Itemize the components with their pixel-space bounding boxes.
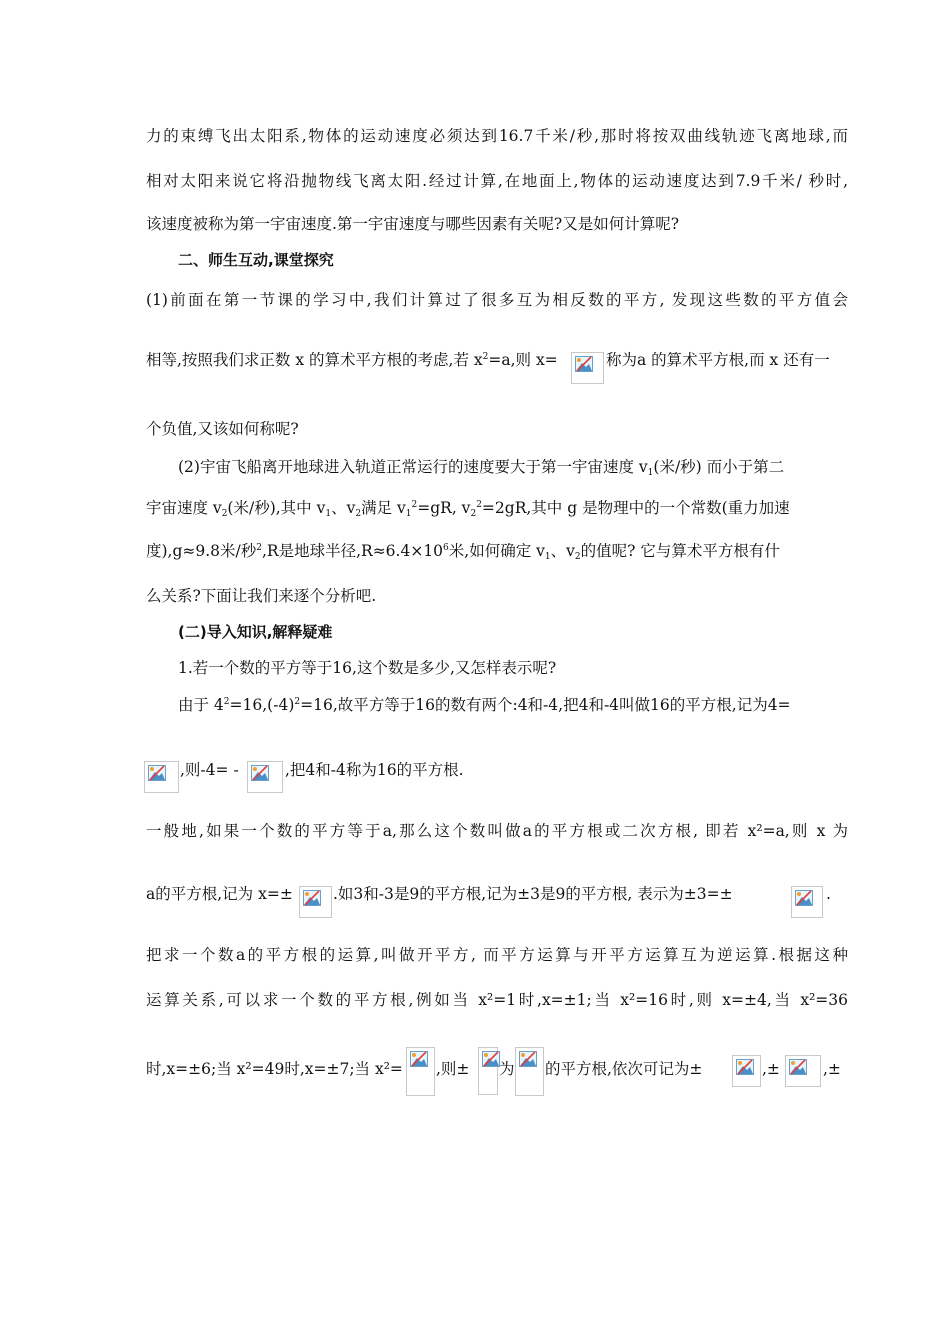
broken-image-icon xyxy=(515,1047,544,1096)
section-heading: (二)导入知识,解释疑难 xyxy=(178,623,333,641)
paragraph-line: 力的束缚飞出太阳系,物体的运动速度必须达到16.7千米/秒,那时将按双曲线轨迹飞离地球,而 xyxy=(146,127,848,145)
paragraph-line: .如3和-3是9的平方根,记为±3是9的平方根, 表示为±3=± xyxy=(333,885,733,903)
paragraph-line: 相对太阳来说它将沿抛物线飞离太阳.经过计算,在地面上,物体的运动速度达到7.9千米/ 秒时, xyxy=(146,172,848,190)
broken-image-glyph xyxy=(575,356,593,372)
paragraph-line: 1.若一个数的平方等于16,这个数是多少,又怎样表示呢? xyxy=(178,659,557,677)
paragraph-line: 该速度被称为第一宇宙速度.第一宇宙速度与哪些因素有关呢?又是如何计算呢? xyxy=(146,215,680,233)
broken-image-glyph xyxy=(251,765,269,781)
broken-image-icon xyxy=(478,1047,498,1095)
broken-image-icon xyxy=(299,886,332,918)
paragraph-line: ,把4和-4称为16的平方根. xyxy=(285,761,464,779)
broken-image-icon xyxy=(144,761,179,793)
paragraph-line: 个负值,又该如何称呢? xyxy=(146,420,299,438)
broken-image-icon xyxy=(785,1055,821,1087)
paragraph-line: 把求一个数a的平方根的运算,叫做开平方, 而平方运算与开平方运算互为逆运算.根据这种 xyxy=(146,946,848,964)
paragraph-line: 么关系?下面让我们来逐个分析吧. xyxy=(146,587,377,605)
paragraph-line: (2)宇宙飞船离开地球进入轨道正常运行的速度要大于第一宇宙速度 $v_1$(米/秒) 而小于第二 xyxy=(178,458,785,478)
section-heading: 二、师生互动,课堂探究 xyxy=(178,251,334,269)
paragraph-line: 相等,按照我们求正数 x 的算术平方根的考虑,若 $x^2=a$,则 x= xyxy=(146,351,558,369)
paragraph-line: ,则± xyxy=(436,1060,470,1078)
broken-image-glyph xyxy=(795,890,813,906)
paragraph-line: 宇宙速度 $v_2$(米/秒),其中 $v_1$、$v_2$满足 $v_1^2=gR$, $v_2^2=2gR$,其中 g 是物理中的一个常数(重力加速 xyxy=(146,499,790,519)
paragraph-line: 由于 $4^2=16,(-4)^2=16$,故平方等于16的数有两个:4和-4,把4和-4叫做16的平方根,记为4= xyxy=(178,696,791,714)
broken-image-icon xyxy=(247,761,283,793)
broken-image-glyph xyxy=(736,1059,754,1075)
broken-image-glyph xyxy=(410,1051,428,1067)
paragraph-line: 的平方根,依次可记为± xyxy=(545,1060,703,1078)
broken-image-icon xyxy=(406,1047,435,1096)
paragraph-line: 时,x=±6;当 x²=49时,x=±7;当 x²= xyxy=(146,1060,403,1078)
broken-image-icon xyxy=(732,1055,761,1087)
paragraph-line: (1)前面在第一节课的学习中,我们计算过了很多互为相反数的平方, 发现这些数的平方值会 xyxy=(146,291,848,309)
broken-image-glyph xyxy=(303,890,321,906)
broken-image-icon xyxy=(571,352,604,384)
paragraph-line: 度),g≈9.8米/秒$^2$,R是地球半径$,R\approx 6.4\times 10^6$米,如何确定 $v_1$、$v_2$的值呢? 它与算术平方根有什 xyxy=(146,542,780,562)
paragraph-line: 为 xyxy=(499,1060,515,1078)
paragraph-line: 一般地,如果一个数的平方等于a,那么这个数叫做a的平方根或二次方根, 即若 x²=a,则 x 为 xyxy=(146,822,848,840)
broken-image-glyph xyxy=(519,1051,537,1067)
paragraph-line: a的平方根,记为 x=± xyxy=(146,885,293,903)
paragraph-line: 称为a 的算术平方根,而 x 还有一 xyxy=(606,351,830,369)
paragraph-line: ,± xyxy=(762,1060,780,1078)
broken-image-icon xyxy=(791,886,823,918)
broken-image-glyph xyxy=(482,1051,500,1067)
paragraph-line: . xyxy=(826,885,831,903)
paragraph-line: ,± xyxy=(823,1060,841,1078)
broken-image-glyph xyxy=(789,1059,807,1075)
paragraph-line: ,则-4= - xyxy=(180,761,239,779)
paragraph-line: 运算关系,可以求一个数的平方根,例如当 x²=1时,x=±1;当 x²=16时,则 x=±4,当 x²=36 xyxy=(146,991,848,1009)
broken-image-glyph xyxy=(148,765,166,781)
